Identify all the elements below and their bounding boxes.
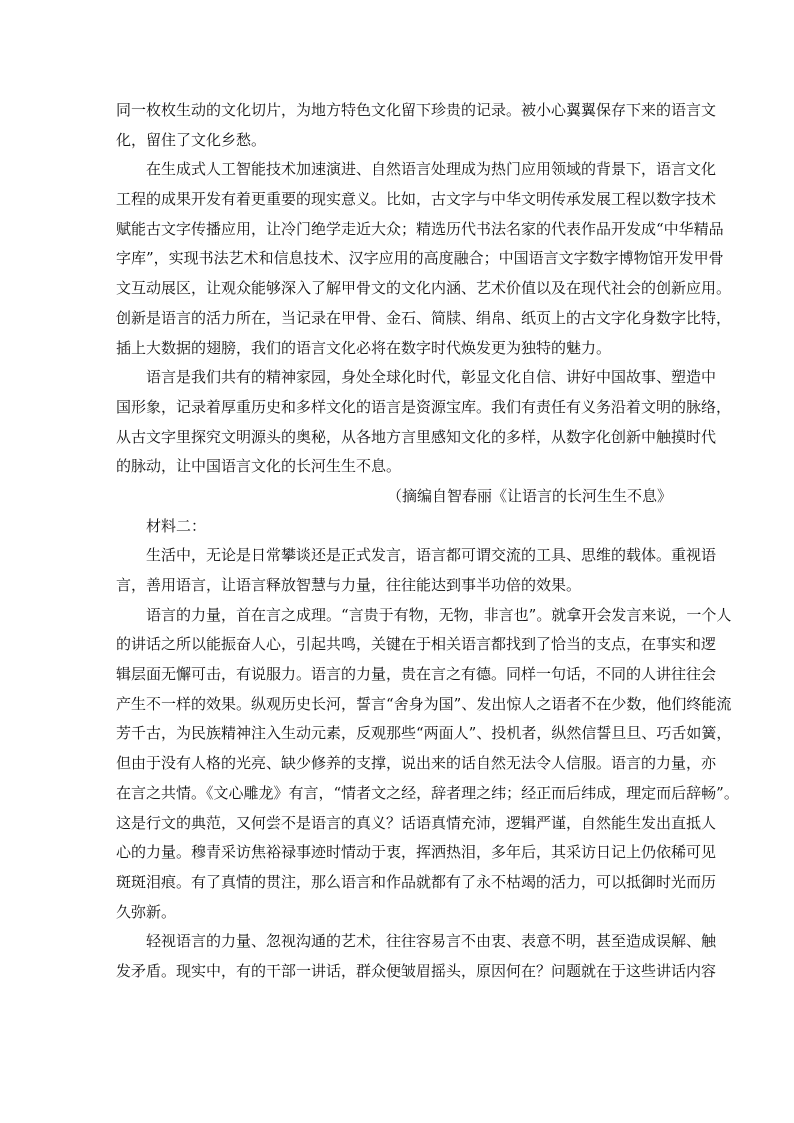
text-line: 化，留住了文化乡愁。 [116, 130, 267, 149]
text-line: 语言的力量，首在言之成理。“言贵于有物，无物，非言也”。就拿开会发言来说，一个人 [146, 605, 732, 624]
document-body [116, 96, 739, 987]
text-line: 言，善用语言，让语言释放智慧与力量，往往能达到事半功倍的效果。 [116, 576, 582, 594]
text-line: 工程的成果开发有着更重要的现实意义。比如，古文字与中华文明传承发展工程以数字技术 [116, 190, 717, 209]
text-line: 久弥新。 [116, 902, 177, 921]
text-line: 芳千古，为民族精神注入生动元素，反观那些“两面人”、投机者，纵然信誓旦旦、巧舌如簧， [116, 724, 732, 743]
text-line: 辑层面无懈可击，有说服力。语言的力量，贵在言之有德。同样一句话，不同的人讲往往会 [116, 665, 717, 684]
text-line: 斑斑泪痕。有了真情的贯注，那么语言和作品就都有了永不枯竭的活力，可以抵御时光而历 [116, 872, 717, 891]
text-line: 但由于没有人格的光亮、缺少修养的支撑，说出来的话自然无法令人信服。语言的力量，亦 [116, 754, 717, 773]
text-line: 从古文字里探究文明源头的奥秘，从各地方言里感知文化的多样，从数字化创新中触摸时代 [116, 427, 717, 446]
text-line: 赋能古文字传播应用，让冷门绝学走近大众；精选历代书法名家的代表作品开发成“中华精品 [116, 219, 724, 238]
text-line: 创新是语言的活力所在，当记录在甲骨、金石、简牍、绢帛、纸页上的古文字化身数字比特， [116, 308, 732, 327]
text-line: 文互动展区，让观众能够深入了解甲骨文的文化内涵、艺术价值以及在现代社会的创新应用。 [116, 279, 732, 298]
text-line: 同一枚枚生动的文化切片，为地方特色文化留下珍贵的记录。被小心翼翼保存下来的语言文 [116, 101, 717, 119]
text-line: 在言之共情。《文心雕龙》有言，“情者文之经，辞者理之纬；经正而后纬成，理定而后辞畅”。 [116, 783, 739, 802]
text-line: 插上大数据的翅膀，我们的语言文化必将在数字时代焕发更为独特的魅力。 [116, 338, 612, 357]
text-line: 产生不一样的效果。纵观历史长河，誓言“舍身为国”、发出惊人之语者不在少数，他们终能流 [116, 694, 732, 713]
source-citation: （摘编自智春丽《让语言的长河生生不息》 [386, 486, 672, 505]
text-line: 字库”，实现书法艺术和信息技术、汉字应用的高度融合；中国语言文字数字博物馆开发甲骨 [116, 249, 724, 268]
text-line: 轻视语言的力量、忽视沟通的艺术，往往容易言不由衷、表意不明，甚至造成误解、触 [146, 932, 717, 951]
text-line: 材料二： [146, 516, 207, 535]
text-line: 的脉动，让中国语言文化的长河生生不息。 [116, 457, 402, 476]
text-line: 的讲话之所以能振奋人心，引起共鸣，关键在于相关语言都找到了恰当的支点，在事实和逻 [116, 635, 717, 654]
text-line: 在生成式人工智能技术加速演进、自然语言处理成为热门应用领域的背景下，语言文化 [146, 160, 717, 179]
text-line: 这是行文的典范，又何尝不是语言的真义？话语真情充沛，逻辑严谨，自然能生发出直抵人 [116, 813, 717, 832]
text-line: 心的力量。穆青采访焦裕禄事迹时情动于衷，挥洒热泪，多年后，其采访日记上仍依稀可见 [116, 843, 717, 862]
text-line: 生活中，无论是日常攀谈还是正式发言，语言都可谓交流的工具、思维的载体。重视语 [146, 546, 717, 565]
text-line: 语言是我们共有的精神家园，身处全球化时代，彰显文化自信、讲好中国故事、塑造中 [146, 368, 717, 387]
text-line: 发矛盾。现实中，有的干部一讲话，群众便皱眉摇头，原因何在？问题就在于这些讲话内容 [116, 961, 717, 980]
text-line: 国形象，记录着厚重历史和多样文化的语言是资源宝库。我们有责任有义务沿着文明的脉络， [116, 397, 732, 416]
